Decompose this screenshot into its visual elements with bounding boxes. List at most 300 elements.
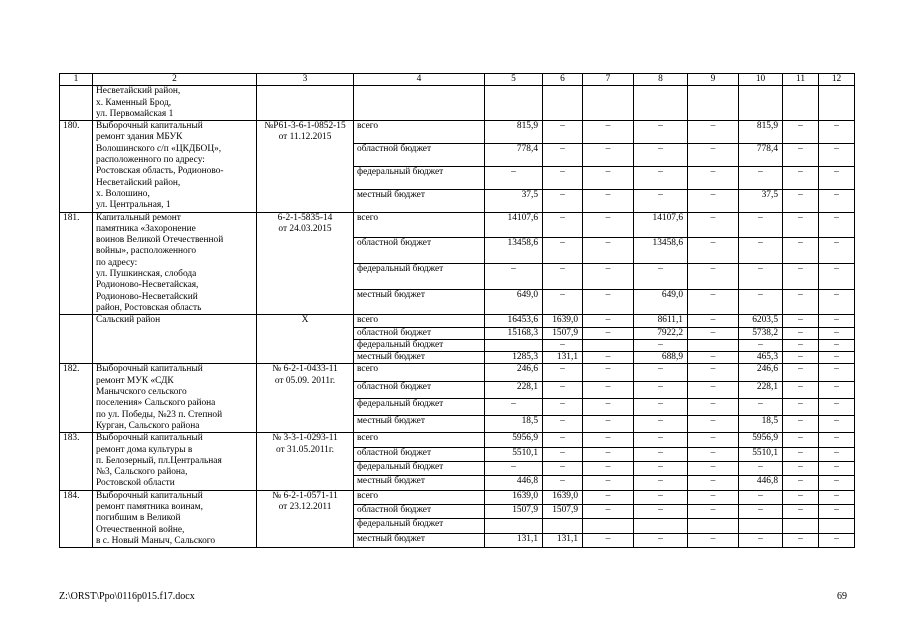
budget-table	[59, 73, 855, 548]
value-cell-col-8: –	[634, 144, 688, 167]
value-cell-col-5: 1507,9	[485, 505, 543, 519]
description-line: Сальский район	[96, 315, 161, 326]
description-line: войны», расположенного	[96, 246, 197, 257]
column-header-2: 2	[93, 74, 257, 86]
description-line: Родионово-Несветайская,	[96, 280, 199, 291]
value-cell-col-11: –	[783, 339, 819, 351]
description-line: памятника «Захоронение	[96, 223, 196, 234]
value-cell-col-5: 18,5	[485, 415, 543, 432]
value-cell-col-8: –	[634, 381, 688, 398]
value-cell-col-8: –	[634, 364, 688, 381]
description-line: п. Белозерный, пл.Центральная	[96, 455, 222, 466]
value-cell-col-9	[688, 519, 739, 533]
entry-number-cell	[60, 315, 93, 364]
description-line: по адресу:	[96, 257, 138, 268]
value-cell-col-5: 649,0	[485, 289, 543, 315]
value-cell-col-6: –	[543, 339, 583, 351]
value-cell-col-7: –	[583, 381, 634, 398]
column-header-1: 1	[60, 74, 93, 86]
value-cell-col-9: –	[688, 476, 739, 490]
value-cell-col-6: 1639,0	[543, 490, 583, 504]
value-cell-col-12: –	[819, 289, 855, 315]
column-header-4: 4	[354, 74, 485, 86]
budget-label-cell: всего	[354, 212, 485, 238]
value-cell-col-9: –	[688, 263, 739, 289]
value-cell-col-7: –	[583, 315, 634, 327]
value-cell-col-12: –	[819, 352, 855, 364]
value-cell-col-5: 5956,9	[485, 433, 543, 447]
value-cell-col-6: –	[543, 189, 583, 212]
value-cell-col-10	[739, 519, 783, 533]
cont-description-line: ул. Первомайская 1	[96, 108, 174, 119]
budget-label-cell: всего	[354, 364, 485, 381]
value-cell-col-9: –	[688, 327, 739, 339]
value-cell-col-11: –	[783, 289, 819, 315]
value-cell-col-8: –	[634, 189, 688, 212]
budget-label-cell: областной бюджет	[354, 447, 485, 461]
value-cell-col-5: 1285,3	[485, 352, 543, 364]
description-line: Выборочный капитальный	[96, 364, 203, 375]
budget-label-cell: местный бюджет	[354, 415, 485, 432]
cont-doc-cell	[257, 86, 354, 121]
document-line: от 23.12.2011	[278, 501, 332, 512]
value-cell-col-8: 688,9	[634, 352, 688, 364]
value-cell-col-9: –	[688, 381, 739, 398]
table-row	[60, 364, 855, 381]
entry-description-cell	[93, 212, 257, 315]
value-cell-col-9	[688, 339, 739, 351]
value-cell-col-12: –	[819, 166, 855, 189]
value-cell-col-12: –	[819, 461, 855, 475]
column-header-12: 12	[819, 74, 855, 86]
cont-number-cell	[60, 86, 93, 121]
value-cell-col-12: –	[819, 533, 855, 547]
value-cell-col-11: –	[783, 121, 819, 144]
entry-number-cell: 181.	[60, 212, 93, 315]
value-cell-col-11: –	[783, 364, 819, 381]
document-line: № 6-2-1-0433-11	[272, 364, 338, 375]
value-cell-col-9: –	[688, 352, 739, 364]
description-line: ремонт здания МБУК	[96, 132, 183, 143]
document-line: № 3-3-1-0293-11	[272, 433, 338, 444]
entry-document-cell	[257, 121, 354, 212]
value-cell-col-11: –	[783, 189, 819, 212]
value-cell-col-12: –	[819, 263, 855, 289]
value-cell-col-8: 14107,6	[634, 212, 688, 238]
value-cell-col-9: –	[688, 238, 739, 264]
value-cell-col-10: 6203,5	[739, 315, 783, 327]
entry-number-cell: 180.	[60, 121, 93, 212]
value-cell-col-6: –	[543, 144, 583, 167]
budget-label-cell: всего	[354, 121, 485, 144]
entry-number-cell: 184.	[60, 490, 93, 547]
description-line: ремонт МУК «СДК	[96, 375, 174, 386]
value-cell-col-10: 815,9	[739, 121, 783, 144]
value-cell-col-9: –	[688, 505, 739, 519]
document-line: № 6-2-1-0571-11	[272, 490, 338, 501]
column-header-9: 9	[688, 74, 739, 86]
value-cell-col-10: 37,5	[739, 189, 783, 212]
document-line: от 31.05.2011г.	[276, 444, 334, 455]
budget-label-cell: федеральный бюджет	[354, 166, 485, 189]
value-cell-col-9: –	[688, 315, 739, 327]
value-cell-col-10: –	[739, 461, 783, 475]
description-line: в с. Новый Маныч, Сальского	[96, 535, 216, 546]
table-row	[60, 315, 855, 327]
value-cell-col-6: –	[543, 398, 583, 415]
value-cell-col-5: –	[485, 461, 543, 475]
value-cell-col-6: –	[543, 447, 583, 461]
value-cell-col-8: –	[634, 461, 688, 475]
value-cell-col-5: 778,4	[485, 144, 543, 167]
value-cell-col-10: –	[739, 533, 783, 547]
budget-label-cell: местный бюджет	[354, 476, 485, 490]
description-line: ул. Пушкинская, слобода	[96, 269, 197, 280]
value-cell-col-12: –	[819, 121, 855, 144]
table-row	[60, 121, 855, 144]
value-cell-col-5: –	[485, 398, 543, 415]
value-cell-col-5: 1639,0	[485, 490, 543, 504]
value-cell-col-8: –	[634, 447, 688, 461]
value-cell-col-9: –	[688, 166, 739, 189]
budget-label-cell: федеральный бюджет	[354, 398, 485, 415]
value-cell-col-10: –	[739, 263, 783, 289]
value-cell-col-7	[583, 519, 634, 533]
entry-description-cell	[93, 315, 257, 364]
value-cell-col-9: –	[688, 433, 739, 447]
value-cell-col-7: –	[583, 352, 634, 364]
budget-label-cell: всего	[354, 315, 485, 327]
document-line: от 11.12.2015	[278, 132, 332, 143]
entry-description-cell	[93, 364, 257, 433]
value-cell-col-5: 37,5	[485, 189, 543, 212]
value-cell-col-12: –	[819, 364, 855, 381]
value-cell-col-6: –	[543, 461, 583, 475]
value-cell-col-8: –	[634, 505, 688, 519]
value-cell-col-6: 1639,0	[543, 315, 583, 327]
value-cell-col-6	[543, 519, 583, 533]
value-cell-col-6: –	[543, 476, 583, 490]
value-cell-col-8	[634, 519, 688, 533]
budget-label-cell: федеральный бюджет	[354, 263, 485, 289]
value-cell-col-6: –	[543, 433, 583, 447]
table-row	[60, 212, 855, 238]
entry-document-cell	[257, 490, 354, 547]
value-cell-col-11: –	[783, 352, 819, 364]
value-cell-col-10: 246,6	[739, 364, 783, 381]
value-cell-col-12: –	[819, 476, 855, 490]
description-line: №3, Сальского района,	[96, 467, 188, 478]
value-cell-col-8: –	[634, 415, 688, 432]
value-cell-col-7	[583, 339, 634, 351]
value-cell-col-6: –	[543, 166, 583, 189]
value-cell-col-12: –	[819, 339, 855, 351]
value-cell-col-11: –	[783, 212, 819, 238]
value-cell-col-10: 5956,9	[739, 433, 783, 447]
cont-label-cell	[354, 86, 485, 121]
value-cell-col-11: –	[783, 327, 819, 339]
value-cell-col-5	[485, 519, 543, 533]
value-cell-col-7: –	[583, 398, 634, 415]
value-cell-col-9: –	[688, 490, 739, 504]
value-cell-col-9: –	[688, 189, 739, 212]
entry-number-cell: 182.	[60, 364, 93, 433]
document-line: от 24.03.2015	[278, 223, 332, 234]
value-cell-col-6: –	[543, 364, 583, 381]
value-cell-col-10: –	[739, 166, 783, 189]
entry-number-cell: 183.	[60, 433, 93, 490]
value-cell-col-11: –	[783, 476, 819, 490]
value-cell-col-9: –	[688, 533, 739, 547]
value-cell-col-8: –	[634, 490, 688, 504]
value-cell-col-6: –	[543, 212, 583, 238]
value-cell-col-10: –	[739, 212, 783, 238]
value-cell-col-7: –	[583, 447, 634, 461]
description-line: Манычского сельского	[96, 387, 187, 398]
value-cell-col-12: –	[819, 381, 855, 398]
value-cell-col-6: 131,1	[543, 533, 583, 547]
value-cell-col-7: –	[583, 238, 634, 264]
value-cell-col-11: –	[783, 533, 819, 547]
description-line: ремонт памятника воинам,	[96, 501, 203, 512]
table-body	[60, 74, 855, 548]
description-line: район, Ростовская область	[96, 302, 202, 313]
value-cell-col-11: –	[783, 315, 819, 327]
value-cell-col-7: –	[583, 327, 634, 339]
page-number: 69	[837, 591, 847, 602]
description-line: ремонт дома культуры в	[96, 444, 193, 455]
value-cell-col-5: –	[485, 263, 543, 289]
budget-label-cell: областной бюджет	[354, 144, 485, 167]
value-cell-col-12: –	[819, 490, 855, 504]
value-cell-col-5: 13458,6	[485, 238, 543, 264]
table-row	[60, 490, 855, 504]
description-line: погибшим в Великой	[96, 513, 181, 524]
value-cell-col-10: –	[739, 398, 783, 415]
value-cell-col-8: –	[634, 263, 688, 289]
value-cell-col-5: 5510,1	[485, 447, 543, 461]
value-cell-col-7: –	[583, 461, 634, 475]
value-cell-col-10: 5510,1	[739, 447, 783, 461]
value-cell-col-10: –	[739, 339, 783, 351]
value-cell-col-12	[819, 519, 855, 533]
value-cell-col-6: 131,1	[543, 352, 583, 364]
budget-label-cell: федеральный бюджет	[354, 519, 485, 533]
description-line: ул. Центральная, 1	[96, 200, 171, 211]
value-cell-col-8: 13458,6	[634, 238, 688, 264]
value-cell-col-5: 446,8	[485, 476, 543, 490]
value-cell-col-8: –	[634, 166, 688, 189]
value-cell-col-8: 8611,1	[634, 315, 688, 327]
value-cell-col-10: 5738,2	[739, 327, 783, 339]
cont-description-line: Несветайский район,	[96, 86, 181, 97]
value-cell-col-12: –	[819, 189, 855, 212]
value-cell-col-9: –	[688, 398, 739, 415]
value-cell-col-9: –	[688, 212, 739, 238]
value-cell-col-7: –	[583, 189, 634, 212]
value-cell-col-6: 1507,9	[543, 505, 583, 519]
value-cell-col-12: –	[819, 398, 855, 415]
value-cell-col-10: 465,3	[739, 352, 783, 364]
description-line: Выборочный капитальный	[96, 490, 203, 501]
value-cell-col-6: –	[543, 415, 583, 432]
value-cell-col-5: 16453,6	[485, 315, 543, 327]
cont-description-line: х. Каменный Брод,	[96, 97, 172, 108]
column-header-7: 7	[583, 74, 634, 86]
description-line: поселения» Сальского района	[96, 398, 216, 409]
value-cell-col-8: 649,0	[634, 289, 688, 315]
value-cell-col-9: –	[688, 447, 739, 461]
budget-label-cell: областной бюджет	[354, 238, 485, 264]
value-cell-col-9: –	[688, 289, 739, 315]
description-line: по ул. Победы, №23 п. Степной	[96, 409, 223, 420]
value-cell-col-11: –	[783, 490, 819, 504]
value-cell-col-10: 446,8	[739, 476, 783, 490]
value-cell-col-11: –	[783, 415, 819, 432]
value-cell-col-11: –	[783, 144, 819, 167]
description-line: Ростовской области	[96, 478, 175, 489]
column-header-10: 10	[739, 74, 783, 86]
value-cell-col-8: –	[634, 476, 688, 490]
value-cell-col-7: –	[583, 364, 634, 381]
value-cell-col-10: 18,5	[739, 415, 783, 432]
document-line: 6-2-1-5835-14	[277, 212, 333, 223]
value-cell-col-9: –	[688, 364, 739, 381]
value-cell-col-7: –	[583, 415, 634, 432]
value-cell-col-11: –	[783, 433, 819, 447]
value-cell-col-5: 815,9	[485, 121, 543, 144]
value-cell-col-6: –	[543, 238, 583, 264]
value-cell-col-5	[485, 339, 543, 351]
entry-document-cell	[257, 315, 354, 364]
value-cell-col-11: –	[783, 505, 819, 519]
entry-document-cell	[257, 364, 354, 433]
entry-description-cell	[93, 433, 257, 490]
value-cell-col-5: –	[485, 166, 543, 189]
budget-label-cell: областной бюджет	[354, 381, 485, 398]
budget-label-cell: федеральный бюджет	[354, 339, 485, 351]
value-cell-col-7: –	[583, 144, 634, 167]
value-cell-col-7: –	[583, 505, 634, 519]
value-cell-col-7: –	[583, 212, 634, 238]
value-cell-col-7: –	[583, 476, 634, 490]
description-line: Курган, Сальского района	[96, 420, 200, 431]
budget-label-cell: местный бюджет	[354, 352, 485, 364]
value-cell-col-7: –	[583, 533, 634, 547]
value-cell-col-8: –	[634, 433, 688, 447]
value-cell-col-11: –	[783, 263, 819, 289]
value-cell-col-7: –	[583, 289, 634, 315]
table-row	[60, 433, 855, 447]
value-cell-col-10: 228,1	[739, 381, 783, 398]
budget-label-cell: местный бюджет	[354, 289, 485, 315]
document-line: №Р61-3-6-1-0852-15	[264, 121, 346, 132]
value-cell-col-5: 131,1	[485, 533, 543, 547]
entry-document-cell	[257, 212, 354, 315]
document-line: Х	[301, 315, 309, 326]
description-line: Выборочный капитальный	[96, 433, 203, 444]
value-cell-col-10: –	[739, 289, 783, 315]
value-cell-col-12: –	[819, 315, 855, 327]
entry-document-cell	[257, 433, 354, 490]
value-cell-col-10: 778,4	[739, 144, 783, 167]
value-cell-col-12: –	[819, 433, 855, 447]
description-line: воинов Великой Отечественной	[96, 235, 224, 246]
budget-label-cell: всего	[354, 433, 485, 447]
budget-label-cell: местный бюджет	[354, 189, 485, 212]
value-cell-col-7: –	[583, 166, 634, 189]
value-cell-col-5: 15168,3	[485, 327, 543, 339]
value-cell-col-7: –	[583, 263, 634, 289]
description-line: Выборочный капитальный	[96, 121, 203, 132]
value-cell-col-12: –	[819, 144, 855, 167]
value-cell-col-6: –	[543, 289, 583, 315]
value-cell-col-6: –	[543, 121, 583, 144]
value-cell-col-7: –	[583, 121, 634, 144]
entry-description-cell	[93, 121, 257, 212]
file-path-footer: Z:\ORST\Ppo\0116p015.f17.docx	[59, 591, 195, 602]
value-cell-col-9: –	[688, 415, 739, 432]
value-cell-col-12: –	[819, 415, 855, 432]
column-header-8: 8	[634, 74, 688, 86]
value-cell-col-8: –	[634, 121, 688, 144]
document-line: от 05.09. 2011г.	[274, 375, 336, 386]
value-cell-col-10: –	[739, 505, 783, 519]
cont-description-cell	[93, 86, 257, 121]
value-cell-col-6: –	[543, 381, 583, 398]
value-cell-col-12: –	[819, 327, 855, 339]
budget-label-cell: областной бюджет	[354, 327, 485, 339]
value-cell-col-12: –	[819, 447, 855, 461]
value-cell-col-11: –	[783, 447, 819, 461]
budget-label-cell: федеральный бюджет	[354, 461, 485, 475]
value-cell-col-9: –	[688, 461, 739, 475]
value-cell-col-6: –	[543, 263, 583, 289]
value-cell-col-12: –	[819, 238, 855, 264]
value-cell-col-6: 1507,9	[543, 327, 583, 339]
description-line: Капитальный ремонт	[96, 212, 181, 223]
value-cell-col-7: –	[583, 433, 634, 447]
column-header-11: 11	[783, 74, 819, 86]
value-cell-col-8: –	[634, 339, 688, 351]
entry-description-cell	[93, 490, 257, 547]
value-cell-col-10: –	[739, 490, 783, 504]
description-line: Родионово-Несветайский	[96, 291, 198, 302]
value-cell-col-7: –	[583, 490, 634, 504]
budget-label-cell: всего	[354, 490, 485, 504]
continuation-row	[60, 86, 855, 121]
description-line: Ростовская область, Родионово-	[96, 166, 224, 177]
description-line: х. Волошино,	[96, 188, 150, 199]
value-cell-col-11: –	[783, 461, 819, 475]
value-cell-col-8: –	[634, 398, 688, 415]
value-cell-col-11: –	[783, 381, 819, 398]
value-cell-col-5: 14107,6	[485, 212, 543, 238]
value-cell-col-12: –	[819, 505, 855, 519]
description-line: Несветайский район,	[96, 177, 181, 188]
value-cell-col-11: –	[783, 238, 819, 264]
value-cell-col-8: –	[634, 533, 688, 547]
value-cell-col-9: –	[688, 144, 739, 167]
budget-label-cell: областной бюджет	[354, 505, 485, 519]
column-header-6: 6	[543, 74, 583, 86]
description-line: Отечественной войне,	[96, 524, 185, 535]
budget-label-cell: местный бюджет	[354, 533, 485, 547]
value-cell-col-5: 246,6	[485, 364, 543, 381]
column-header-5: 5	[485, 74, 543, 86]
column-header-3: 3	[257, 74, 354, 86]
value-cell-col-11	[783, 519, 819, 533]
